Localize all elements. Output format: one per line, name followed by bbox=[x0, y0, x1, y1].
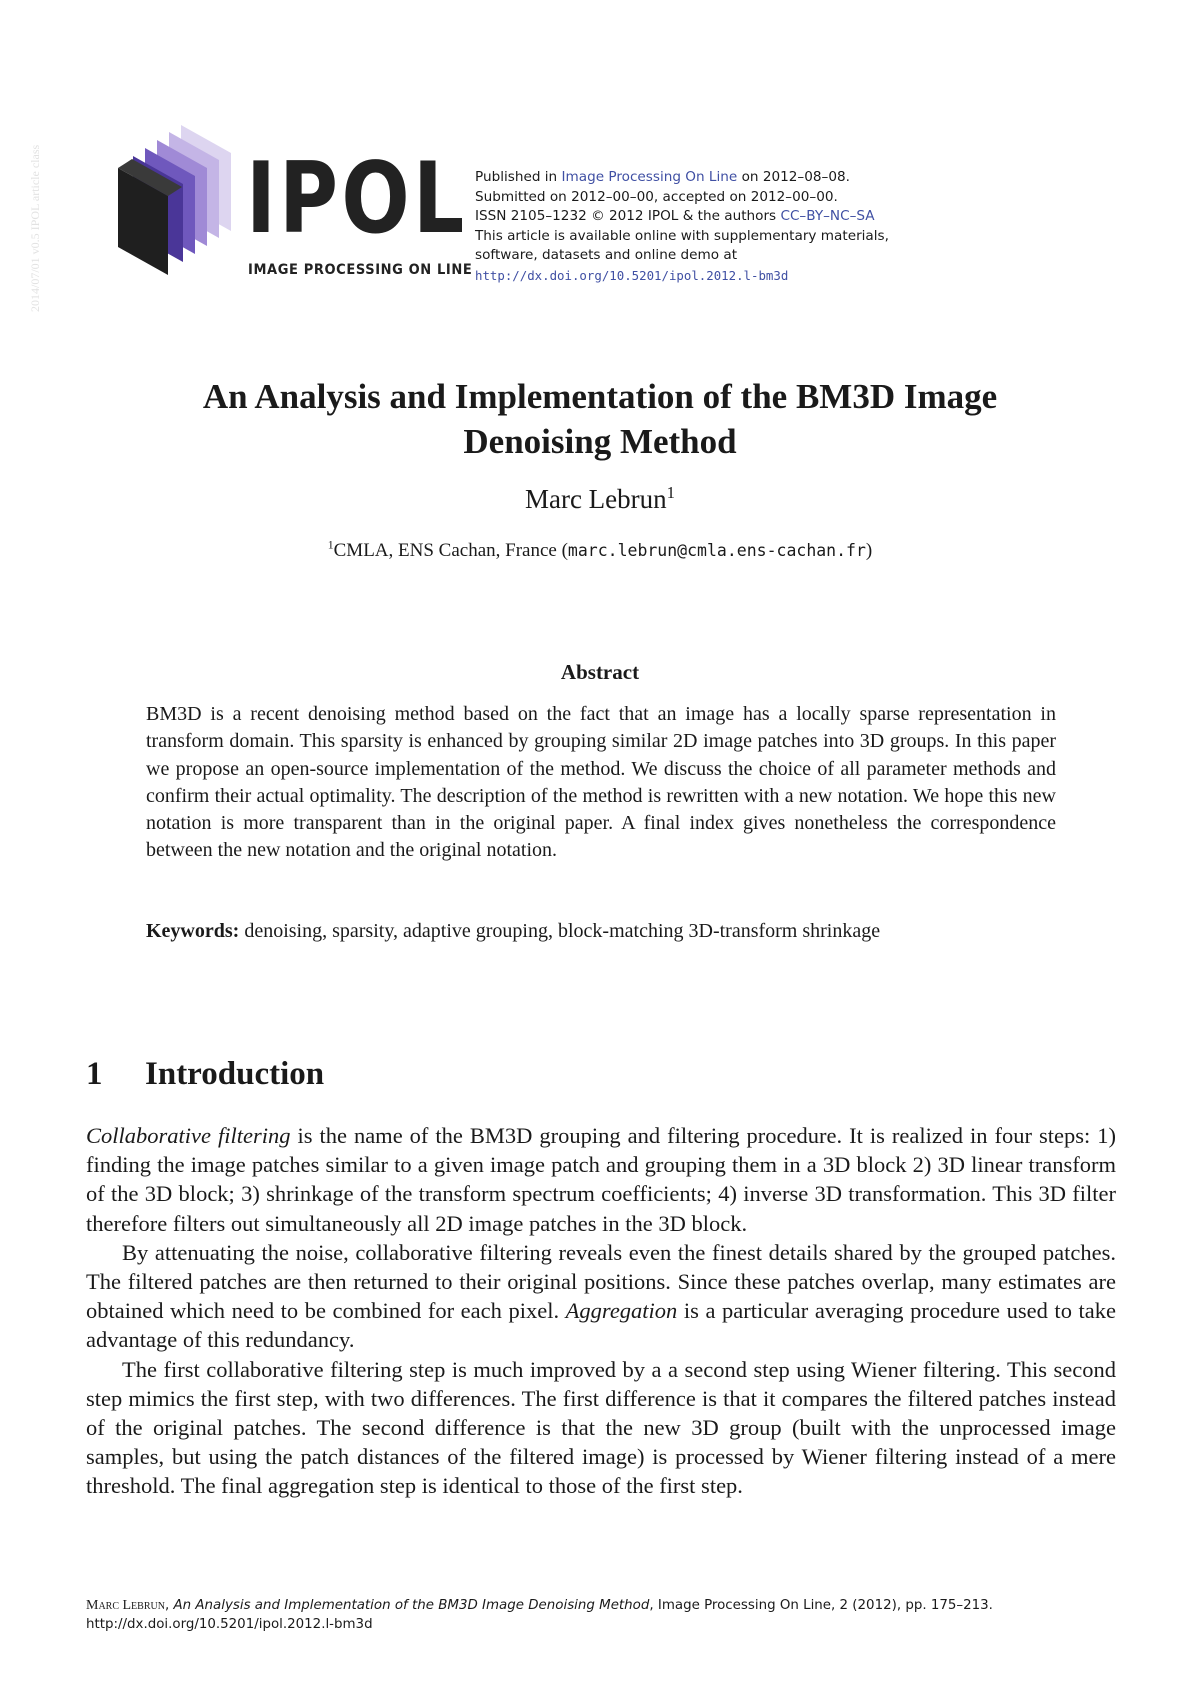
affiliation-superscript: 1 bbox=[327, 538, 334, 552]
publication-info bbox=[475, 168, 889, 285]
issn-text: ISSN 2105–1232 © 2012 IPOL & the authors bbox=[475, 208, 781, 224]
paragraph-1 bbox=[86, 1121, 1116, 1238]
keywords-list: denoising, sparsity, adaptive grouping, block-matching 3D-transform shrinkage bbox=[239, 920, 881, 942]
doi-link[interactable]: http://dx.doi.org/10.5201/ipol.2012.l-bm3d bbox=[475, 267, 789, 283]
affiliation-close: ) bbox=[865, 540, 873, 561]
author-name: Marc Lebrun bbox=[524, 484, 667, 514]
footer-author: Marc Lebrun bbox=[86, 1598, 165, 1613]
footer-doi-link[interactable]: http://dx.doi.org/10.5201/ipol.2012.l-bm3d bbox=[86, 1616, 373, 1632]
journal-link[interactable]: Image Processing On Line bbox=[561, 169, 738, 185]
term-aggregation: Aggregation bbox=[565, 1298, 678, 1324]
paragraph-2 bbox=[86, 1238, 1116, 1355]
author-superscript: 1 bbox=[666, 483, 676, 502]
ipol-tagline: IMAGE PROCESSING ON LINE bbox=[248, 262, 473, 278]
published-suffix: on 2012–08–08. bbox=[737, 169, 850, 185]
title-line-1: An Analysis and Implementation of the BM3D Image bbox=[202, 377, 998, 416]
term-collaborative-filtering: Collaborative filtering bbox=[86, 1123, 291, 1148]
paragraph-3: The first collaborative filtering step is much improved by a a second step using Wiener filtering. This second step mimics the first step, with two differences. The first difference is that it compares the filtered patches instead of the original patches. The second difference is that the new 3D group (built with the unprocessed image samples, but using the patch distances of the filtered image) is processed by Wiener filtering instead of a mere threshold. The final aggregation step is identical to those of the first step. bbox=[86, 1356, 1116, 1499]
availability-line: This article is available online with supplementary materials, bbox=[475, 227, 889, 244]
section-number: 1 bbox=[86, 1056, 103, 1092]
submitted-line: Submitted on 2012–00–00, accepted on 2012–00–00. bbox=[475, 188, 838, 205]
availability-line-2: software, datasets and online demo at bbox=[475, 247, 738, 263]
paragraph-2-text: By attenuating the noise, collaborative filtering reveals even the finest details shared by the grouped patches. The filtered patches are then returned to their original positions. Since these patches overlap, many estimates are obtained which need to be combined for each pixel. bbox=[86, 1239, 1116, 1324]
abstract-heading: Abstract bbox=[560, 660, 640, 684]
footer-sep: , bbox=[164, 1598, 174, 1613]
ipol-wordmark: IPOL bbox=[246, 142, 468, 256]
section-body bbox=[86, 1121, 1116, 1501]
license-link[interactable]: CC–BY–NC–SA bbox=[780, 208, 875, 224]
footer-citation: , Image Processing On Line, 2 (2012), pp. 175–213. bbox=[649, 1598, 993, 1613]
published-prefix: Published in bbox=[475, 169, 562, 185]
paragraph-1-text: is the name of the BM3D grouping and filtering procedure. It is realized in four steps: 1) finding the image patches similar to a given image patch and grouping them in a 3D block 2) 3D linear transform of the 3D block; 3) shrinkage of the transform spectrum coefficients; 4) inverse 3D transformation. This 3D filter therefore filters out simultaneously all 2D image patches in the 3D block. bbox=[86, 1123, 1116, 1236]
title-line-2: Denoising Method bbox=[463, 422, 737, 461]
section-title: Introduction bbox=[145, 1056, 325, 1092]
section-heading bbox=[86, 1056, 324, 1093]
abstract-text: BM3D is a recent denoising method based on the fact that an image has a locally sparse representation in transform domain. This sparsity is enhanced by grouping similar 2D image patches into 3D groups. In this paper we propose an open-source implementation of the method. We discuss the choice of all parameter methods and confirm their actual optimality. The description of the method is rewritten with a new notation. We hope this new notation is more transparent than in the original paper. A final index gives nonetheless the correspondence between the new notation and the original notation. bbox=[146, 703, 1056, 862]
keywords-label: Keywords: bbox=[146, 920, 240, 942]
footer-title: An Analysis and Implementation of the BM3D Image Denoising Method bbox=[173, 1598, 650, 1613]
affiliation-text: CMLA, ENS Cachan, France ( bbox=[333, 540, 568, 561]
side-watermark: 2014/07/01 v0.5 IPOL article class bbox=[28, 144, 42, 312]
affiliation bbox=[0, 540, 1200, 562]
page-footer bbox=[86, 1597, 1116, 1634]
author-line bbox=[0, 484, 1200, 515]
keywords bbox=[146, 918, 1056, 945]
paper-title bbox=[120, 374, 1080, 464]
paragraph-2-end: is a particular averaging procedure used to take advantage of this redundancy. bbox=[86, 1298, 1116, 1353]
author-email[interactable]: marc.lebrun@cmla.ens-cachan.fr bbox=[567, 541, 866, 560]
